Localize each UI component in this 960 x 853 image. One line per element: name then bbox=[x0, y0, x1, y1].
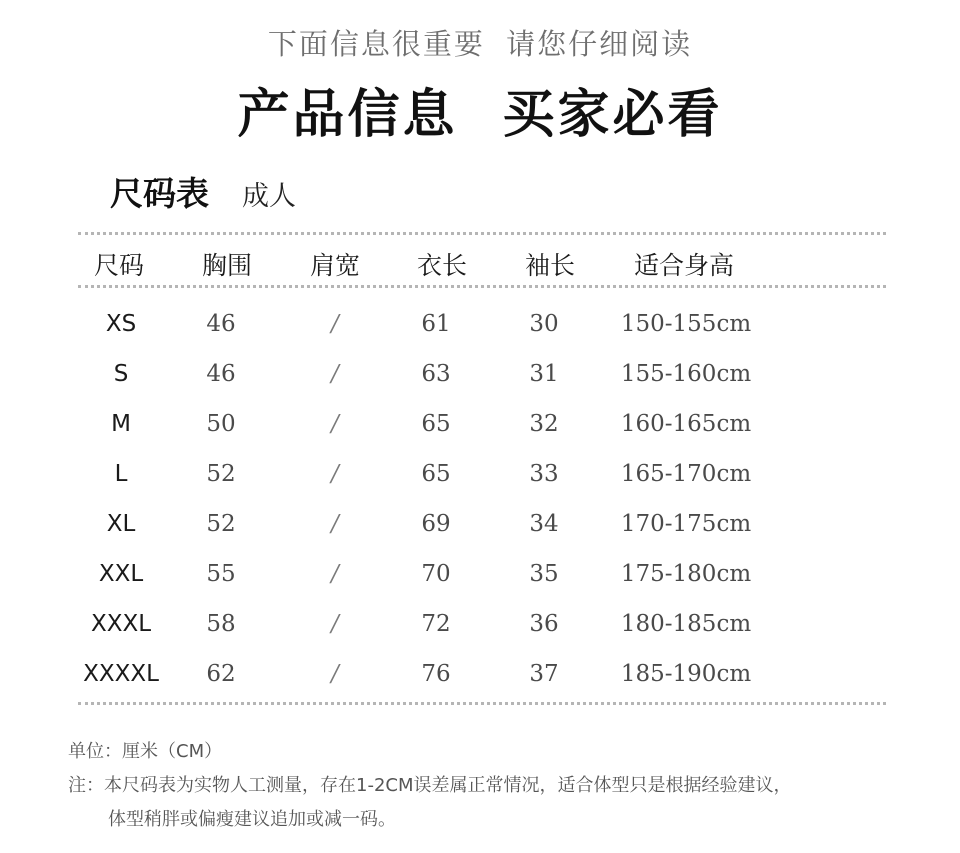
cell-height: 170-175cm bbox=[620, 511, 752, 537]
page-title: 产品信息 买家必看 bbox=[237, 85, 723, 145]
cell-length: 65 bbox=[421, 411, 451, 437]
cell-size: XXXL bbox=[90, 611, 152, 637]
cell-length: 70 bbox=[421, 561, 451, 587]
cell-height: 180-185cm bbox=[620, 611, 752, 637]
cell-height: 150-155cm bbox=[620, 311, 752, 337]
cell-size: M bbox=[111, 411, 131, 437]
measurement-note: 注：本尺码表为实物人工测量，存在1-2CM误差属正常情况，适合体型只是根据经验建议， bbox=[68, 775, 792, 796]
cell-chest: 58 bbox=[206, 611, 236, 637]
cell-length: 72 bbox=[421, 611, 451, 637]
cell-size: S bbox=[113, 361, 129, 387]
cell-length: 63 bbox=[421, 361, 451, 387]
cell-sleeve: 31 bbox=[529, 361, 559, 387]
cell-sleeve: 34 bbox=[529, 511, 559, 537]
cell-sleeve: 32 bbox=[529, 411, 559, 437]
cell-size: L bbox=[114, 461, 128, 487]
column-header-length: 衣长 bbox=[416, 251, 468, 280]
cell-chest: 46 bbox=[206, 311, 236, 337]
cell-height: 165-170cm bbox=[620, 461, 752, 487]
divider-bottom bbox=[78, 702, 886, 705]
cell-shoulder: / bbox=[331, 661, 339, 687]
cell-sleeve: 37 bbox=[529, 661, 559, 687]
divider-top bbox=[78, 232, 886, 235]
cell-height: 155-160cm bbox=[620, 361, 752, 387]
cell-size: XS bbox=[105, 311, 137, 337]
cell-shoulder: / bbox=[331, 311, 339, 337]
unit-note: 单位：厘米（CM） bbox=[68, 741, 223, 762]
cell-chest: 46 bbox=[206, 361, 236, 387]
measurement-note-continued: 体型稍胖或偏瘦建议追加或减一码。 bbox=[108, 809, 396, 830]
notice-subtitle: 下面信息很重要 请您仔细阅读 bbox=[267, 27, 693, 61]
cell-shoulder: / bbox=[331, 411, 339, 437]
cell-chest: 52 bbox=[206, 511, 236, 537]
cell-length: 76 bbox=[421, 661, 451, 687]
cell-size: XXL bbox=[98, 561, 144, 587]
cell-sleeve: 30 bbox=[529, 311, 559, 337]
cell-height: 185-190cm bbox=[620, 661, 752, 687]
cell-height: 175-180cm bbox=[620, 561, 752, 587]
cell-chest: 55 bbox=[206, 561, 236, 587]
cell-chest: 52 bbox=[206, 461, 236, 487]
column-header-sleeve: 袖长 bbox=[524, 251, 576, 280]
cell-shoulder: / bbox=[331, 611, 339, 637]
cell-shoulder: / bbox=[331, 361, 339, 387]
column-header-chest: 胸围 bbox=[201, 251, 253, 280]
column-header-shoulder: 肩宽 bbox=[309, 251, 361, 280]
cell-sleeve: 36 bbox=[529, 611, 559, 637]
cell-length: 65 bbox=[421, 461, 451, 487]
cell-sleeve: 35 bbox=[529, 561, 559, 587]
cell-shoulder: / bbox=[331, 461, 339, 487]
cell-shoulder: / bbox=[331, 511, 339, 537]
cell-height: 160-165cm bbox=[620, 411, 752, 437]
cell-shoulder: / bbox=[331, 561, 339, 587]
size-chart-category: 成人 bbox=[242, 181, 296, 212]
cell-sleeve: 33 bbox=[529, 461, 559, 487]
column-header-height: 适合身高 bbox=[633, 251, 735, 280]
cell-size: XXXXL bbox=[83, 661, 159, 687]
divider-header bbox=[78, 285, 886, 288]
cell-length: 61 bbox=[421, 311, 451, 337]
cell-chest: 50 bbox=[206, 411, 236, 437]
size-chart-title: 尺码表 bbox=[110, 174, 209, 213]
cell-length: 69 bbox=[421, 511, 451, 537]
column-header-size: 尺码 bbox=[93, 251, 145, 280]
cell-chest: 62 bbox=[206, 661, 236, 687]
cell-size: XL bbox=[106, 511, 136, 537]
